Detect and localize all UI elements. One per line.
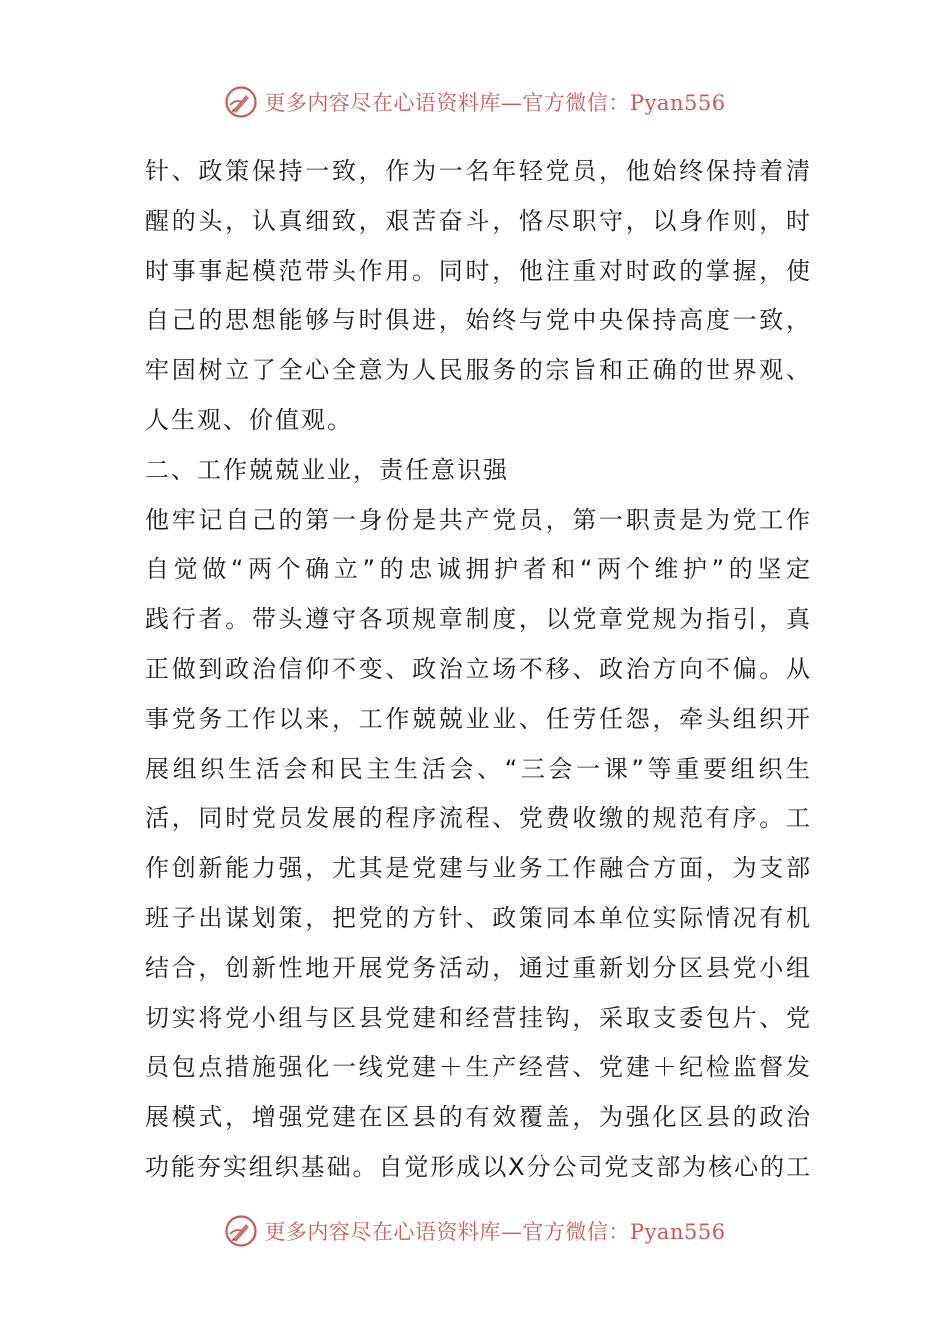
- watermark-text: 更多内容尽在心语资料库—官方微信：Pyan556: [264, 1220, 726, 1244]
- section-heading: 二、工作兢兢业业，责任意识强: [145, 455, 509, 484]
- text-line: 牢固树立了全心全意为人民服务的宗旨和正确的世界观、: [145, 356, 810, 385]
- text-line: 功能夯实组织基础。自觉形成以X分公司党支部为核心的工: [145, 1152, 810, 1181]
- watermark-text: 更多内容尽在心语资料库—官方微信：Pyan556: [264, 91, 726, 115]
- text-line: 切实将党小组与区县党建和经营挂钩，采取支委包片、党: [145, 1003, 810, 1032]
- text-line: 践行者。带头遵守各项规章制度，以党章党规为指引，真: [145, 605, 810, 634]
- text-line: 自己的思想能够与时俱进，始终与党中央保持高度一致，: [145, 306, 810, 335]
- text-line: 他牢记自己的第一身份是共产党员，第一职责是为党工作: [145, 505, 810, 534]
- pen-seal-logo-icon: [224, 1214, 258, 1248]
- footer-watermark: [0, 1211, 950, 1251]
- text-line: 自觉做“两个确立”的忠诚拥护者和“两个维护”的坚定: [145, 555, 810, 584]
- text-line: 事党务工作以来，工作兢兢业业、任劳任怨，牵头组织开: [145, 704, 810, 733]
- text-line: 结合，创新性地开展党务活动，通过重新划分区县党小组: [145, 953, 810, 982]
- text-line: 作创新能力强，尤其是党建与业务工作融合方面，为支部: [145, 854, 810, 883]
- text-line: 展组织生活会和民主生活会、“三会一课”等重要组织生: [145, 754, 810, 783]
- pen-seal-logo-icon: [224, 85, 258, 119]
- text-line: 醒的头，认真细致，艰苦奋斗，恪尽职守，以身作则，时: [145, 206, 810, 235]
- text-line: 人生观、价值观。: [145, 405, 353, 434]
- text-line: 活，同时党员发展的程序流程、党费收缴的规范有序。工: [145, 804, 810, 833]
- text-line: 时事事起模范带头作用。同时，他注重对时政的掌握，使: [145, 256, 810, 285]
- text-line: 针、政策保持一致，作为一名年轻党员，他始终保持着清: [145, 157, 810, 185]
- text-line: 正做到政治信仰不变、政治立场不移、政治方向不偏。从: [145, 654, 810, 683]
- text-line: 班子出谋划策，把党的方针、政策同本单位实际情况有机: [145, 903, 810, 932]
- text-line: 员包点措施强化一线党建＋生产经营、党建＋纪检监督发: [145, 1053, 810, 1082]
- body-text: [145, 147, 810, 1193]
- header-watermark: [0, 82, 950, 122]
- text-line: 展模式，增强党建在区县的有效覆盖，为强化区县的政治: [145, 1103, 810, 1132]
